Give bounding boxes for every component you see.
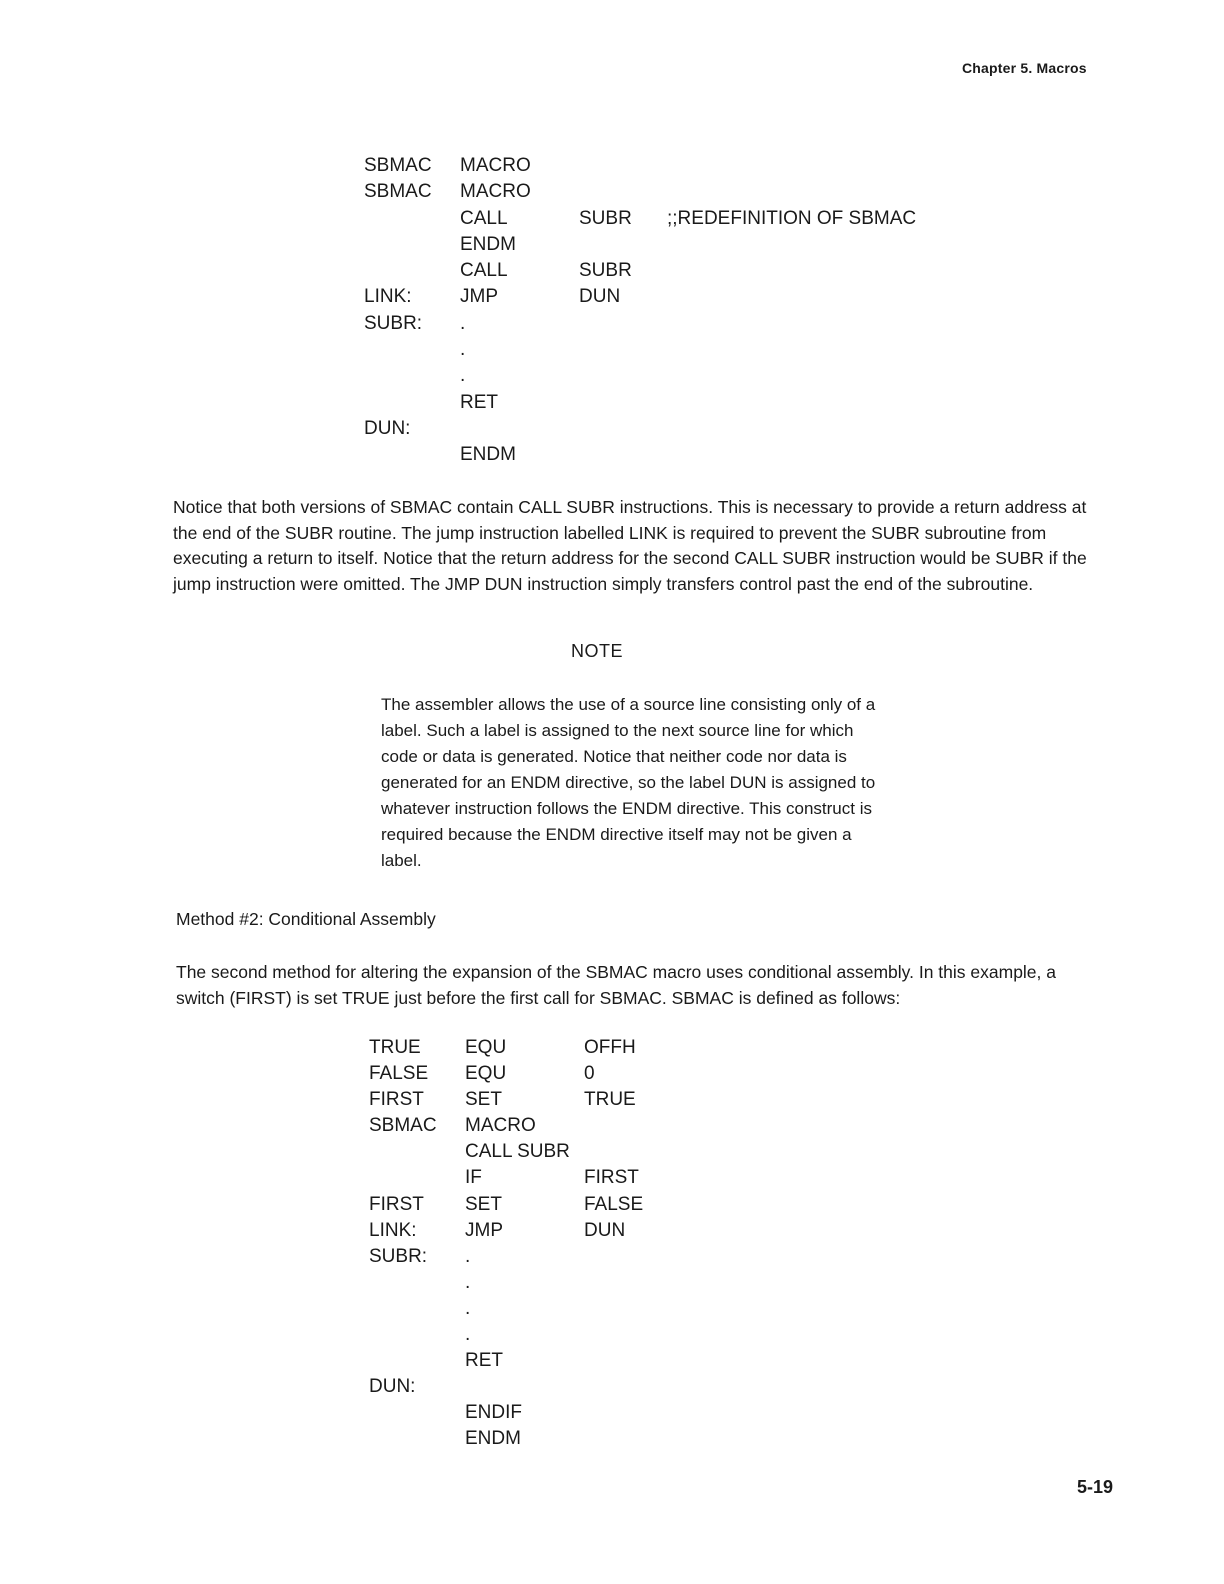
code-opcode: . [465, 1271, 471, 1293]
code-label: DUN: [364, 417, 411, 439]
page-number: 5-19 [1077, 1477, 1114, 1497]
code-opcode: RET [460, 391, 498, 413]
code-opcode: RET [465, 1350, 503, 1372]
code-operand: SUBR [579, 207, 632, 229]
code-label: FALSE [369, 1063, 429, 1085]
code-opcode: CALL SUBR [465, 1141, 570, 1163]
note-body: The assembler allows the use of a source line consisting only of a label. Such a label is assigned to the next source line for which code or data is generated. Notice that neither code nor data is generated for an ENDM directive, so the label DUN is assigned to whatever instruction follows the ENDM directive. This construct is required because the ENDM directive itself may not be given a label. [381, 695, 876, 870]
paragraph-2: The second method for altering the expansion of the SBMAC macro uses conditional assembly. In this example, a switch (FIRST) is set TRUE just before the first call for SBMAC. SBMAC is defined as follows: [176, 962, 1056, 1008]
code-opcode: MACRO [465, 1115, 536, 1137]
code-label: TRUE [369, 1037, 421, 1058]
code-opcode: ENDM [460, 233, 516, 255]
code-label: FIRST [369, 1193, 424, 1215]
code-operand: OFFH [584, 1037, 636, 1058]
code-label: SBMAC [364, 181, 432, 203]
code-opcode: EQU [465, 1063, 507, 1085]
code-opcode: IF [465, 1167, 482, 1189]
code-opcode: . [460, 339, 466, 361]
running-header: Chapter 5. Macros [962, 60, 1087, 76]
code-opcode: ENDIF [465, 1402, 522, 1424]
code-opcode: ENDM [460, 444, 516, 466]
code-operand: SUBR [579, 260, 632, 282]
code-opcode: JMP [460, 286, 498, 308]
note-title: NOTE [571, 641, 624, 661]
code-label: SBMAC [364, 155, 432, 176]
code-label: LINK: [364, 286, 412, 308]
code-label: SUBR: [369, 1245, 428, 1267]
code-label: LINK: [369, 1219, 417, 1241]
code-opcode: ENDM [465, 1428, 521, 1450]
code-operand: FIRST [584, 1167, 639, 1189]
code-label: FIRST [369, 1089, 424, 1111]
code-opcode: SET [465, 1089, 502, 1111]
code-opcode: . [465, 1245, 471, 1267]
code-operand: 0 [584, 1063, 595, 1085]
code-opcode: CALL [460, 260, 508, 282]
code-opcode: MACRO [460, 181, 531, 203]
code-opcode: EQU [465, 1037, 507, 1058]
code-opcode: SET [465, 1193, 502, 1215]
code-opcode: . [460, 365, 466, 387]
method-heading: Method #2: Conditional Assembly [176, 909, 436, 929]
code-operand: FALSE [584, 1193, 644, 1215]
code-comment: ;;REDEFINITION OF SBMAC [667, 207, 917, 229]
code-opcode: . [465, 1297, 471, 1319]
code-label: SBMAC [369, 1115, 437, 1137]
code-opcode: JMP [465, 1219, 503, 1241]
code-opcode: CALL [460, 207, 508, 229]
code-opcode: MACRO [460, 155, 531, 176]
code-opcode: . [465, 1324, 471, 1346]
code-operand: DUN [584, 1219, 626, 1241]
code-operand: TRUE [584, 1089, 636, 1111]
code-operand: DUN [579, 286, 621, 308]
paragraph-1: Notice that both versions of SBMAC contain CALL SUBR instructions. This is necessary to provide a return address at the end of the SUBR routine. The jump instruction labelled LINK is required to prevent the SUBR subroutine from executing a return to itself. Notice that the return address for the second CALL SUBR instruction would be SUBR if the jump instruction were omitted. The JMP DUN instruction simply transfers control past the end of the subroutine. [173, 497, 1087, 594]
code-opcode: . [460, 312, 466, 334]
code-label: DUN: [369, 1376, 416, 1398]
code-label: SUBR: [364, 312, 423, 334]
